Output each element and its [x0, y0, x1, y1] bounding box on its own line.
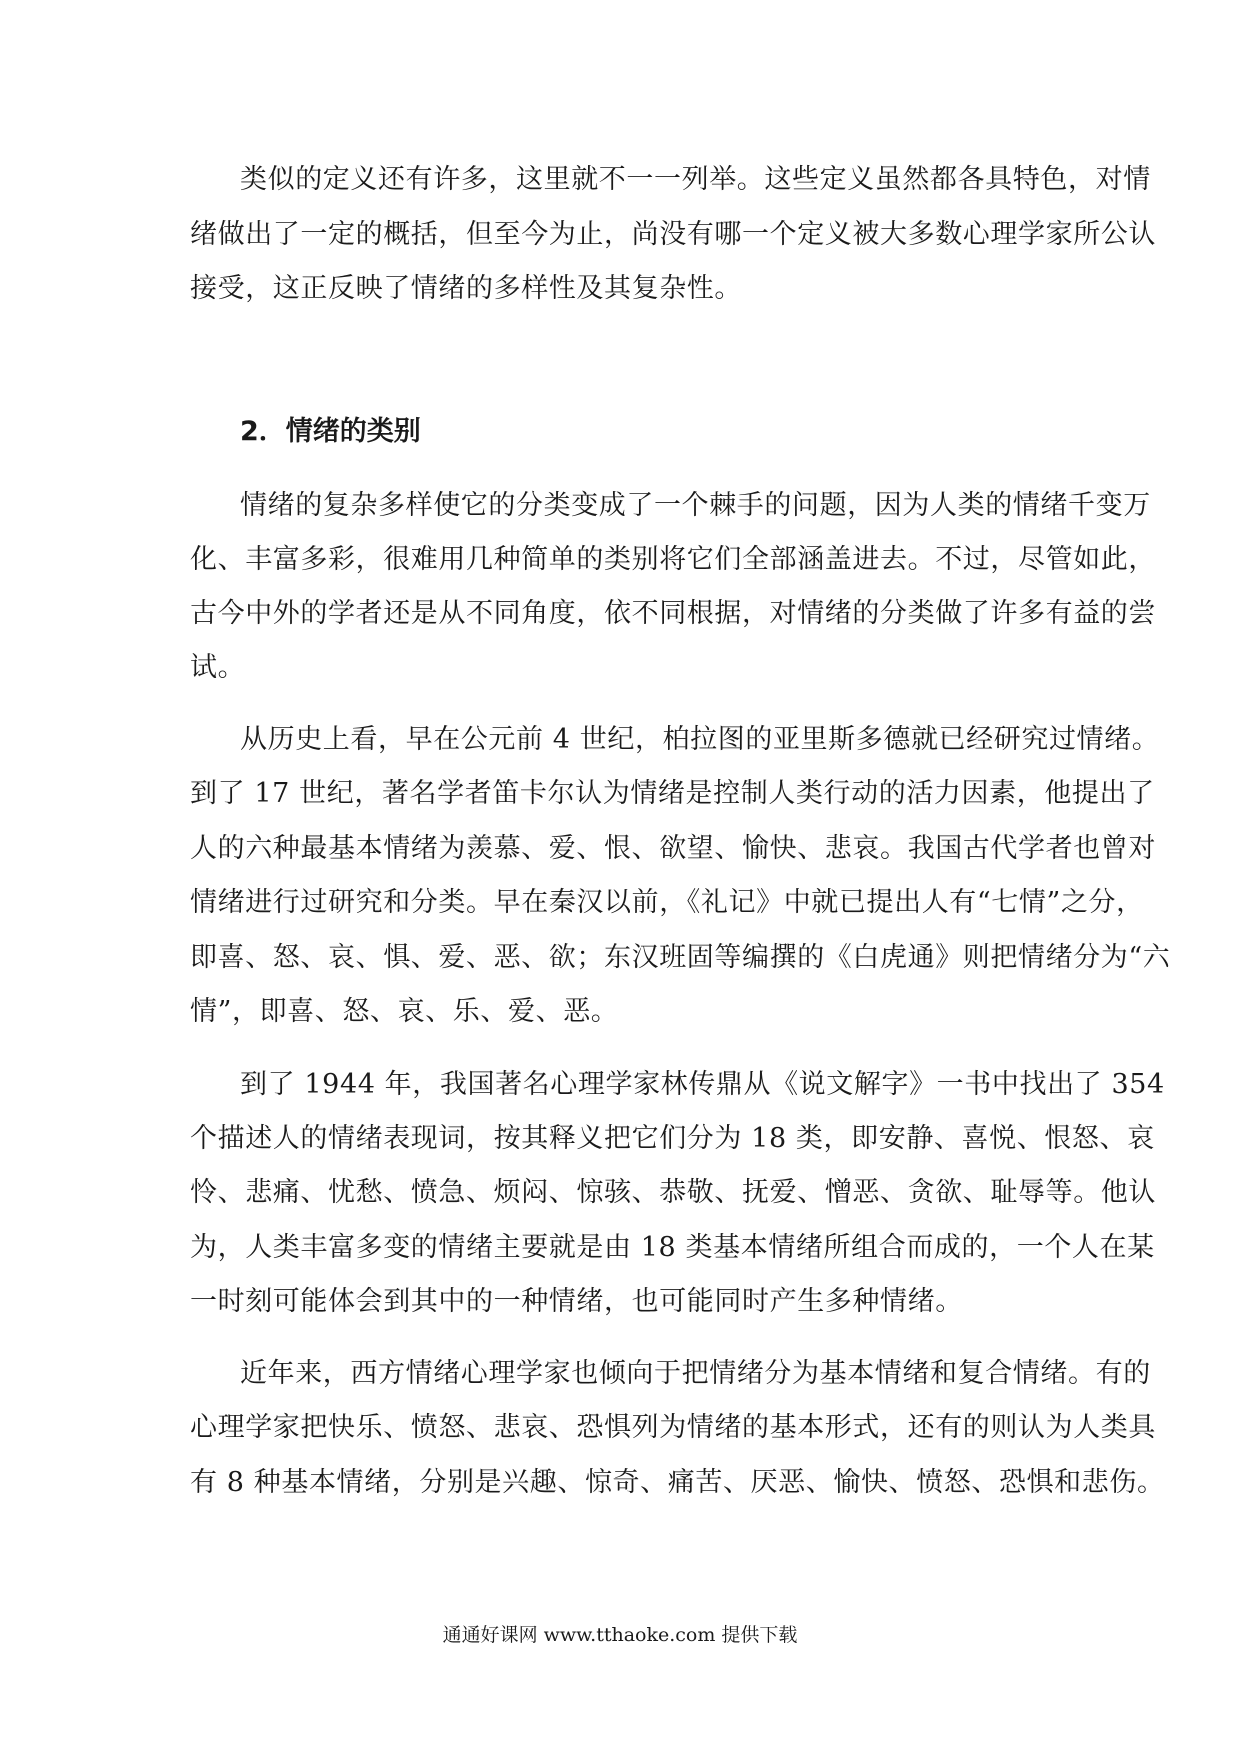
paragraph-3-line-5: 即喜、怒、哀、惧、爱、恶、欲；东汉班固等编撰的《白虎通》则把情绪分为“六 — [190, 942, 1171, 973]
paragraph-3-line-3: 人的六种最基本情绪为羡慕、爱、恨、欲望、愉快、悲哀。我国古代学者也曾对 — [190, 833, 1156, 864]
paragraph-3-line-4: 情绪进行过研究和分类。早在秦汉以前，《礼记》中就已提出人有“七情”之分， — [190, 887, 1144, 918]
paragraph-5-line-2: 心理学家把快乐、愤怒、悲哀、恐惧列为情绪的基本形式，还有的则认为人类具 — [190, 1412, 1156, 1443]
paragraph-1-line-1: 类似的定义还有许多，这里就不一一列举。这些定义虽然都各具特色，对情 — [240, 164, 1151, 195]
paragraph-4-line-2: 个描述人的情绪表现词，按其释义把它们分为 18 类，即安静、喜悦、恨怒、哀 — [190, 1123, 1155, 1154]
paragraph-3-line-6: 情”，即喜、怒、哀、乐、爱、恶。 — [190, 996, 619, 1027]
page-footer: 通通好课网 www.tthaoke.com 提供下载 — [442, 1624, 798, 1646]
paragraph-2-line-2: 化、丰富多彩，很难用几种简单的类别将它们全部涵盖进去。不过，尽管如此， — [190, 544, 1156, 575]
paragraph-3-line-1: 从历史上看，早在公元前 4 世纪，柏拉图的亚里斯多德就已经研究过情绪。 — [240, 724, 1160, 755]
paragraph-1-line-3: 接受，这正反映了情绪的多样性及其复杂性。 — [190, 273, 742, 304]
paragraph-4-line-5: 一时刻可能体会到其中的一种情绪，也可能同时产生多种情绪。 — [190, 1286, 963, 1317]
paragraph-3-line-2: 到了 17 世纪，著名学者笛卡尔认为情绪是控制人类行动的活力因素，他提出了 — [190, 778, 1155, 809]
paragraph-2-line-4: 试。 — [190, 652, 246, 683]
section-heading: 2．情绪的类别 — [240, 416, 421, 447]
paragraph-4-line-3: 怜、悲痛、忧愁、愤急、烦闷、惊骇、恭敬、抚爱、憎恶、贪欲、耻辱等。他认 — [190, 1177, 1156, 1208]
paragraph-2-line-3: 古今中外的学者还是从不同角度，依不同根据，对情绪的分类做了许多有益的尝 — [190, 598, 1156, 629]
paragraph-4-line-4: 为，人类丰富多变的情绪主要就是由 18 类基本情绪所组合而成的，一个人在某 — [190, 1232, 1155, 1263]
paragraph-2-line-1: 情绪的复杂多样使它的分类变成了一个棘手的问题，因为人类的情绪千变万 — [240, 490, 1151, 521]
paragraph-5-line-3: 有 8 种基本情绪，分别是兴趣、惊奇、痛苦、厌恶、愉快、愤怒、恐惧和悲伤。 — [190, 1467, 1165, 1498]
paragraph-1-line-2: 绪做出了一定的概括，但至今为止，尚没有哪一个定义被大多数心理学家所公认 — [190, 219, 1156, 250]
paragraph-4-line-1: 到了 1944 年，我国著名心理学家林传鼎从《说文解字》一书中找出了 354 — [240, 1069, 1165, 1100]
paragraph-5-line-1: 近年来，西方情绪心理学家也倾向于把情绪分为基本情绪和复合情绪。有的 — [240, 1358, 1151, 1389]
